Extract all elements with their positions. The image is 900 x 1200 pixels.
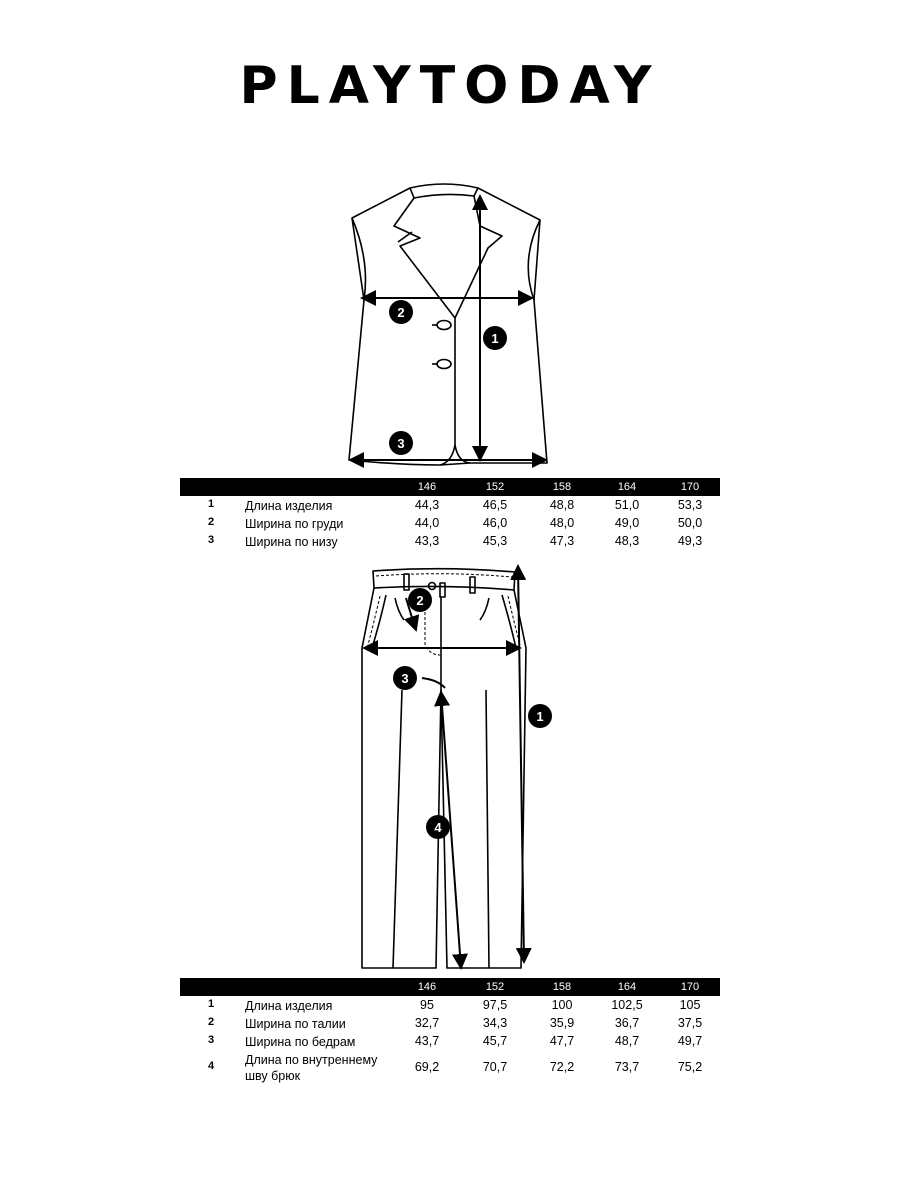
size-header: 170	[680, 481, 700, 493]
row-label: Длина изделия	[245, 999, 333, 1013]
svg-text:4: 4	[434, 820, 442, 835]
row-number: 2	[208, 516, 215, 528]
size-header: 146	[417, 481, 437, 493]
cell-value: 43,7	[414, 1034, 440, 1048]
cell-value: 48,3	[614, 534, 640, 548]
cell-value: 49,7	[677, 1034, 703, 1048]
size-header: 164	[617, 981, 637, 993]
cell-value: 45,7	[482, 1034, 508, 1048]
cell-value: 100	[551, 998, 573, 1012]
cell-value: 75,2	[677, 1060, 703, 1074]
row-number: 1	[208, 498, 215, 510]
button-icon	[437, 360, 451, 369]
cell-value: 69,2	[414, 1060, 440, 1074]
size-header: 146	[417, 981, 437, 993]
table-row	[180, 1014, 720, 1032]
cell-value: 32,7	[414, 1016, 440, 1030]
cell-value: 72,2	[549, 1060, 575, 1074]
size-header: 170	[680, 981, 700, 993]
size-header: 152	[485, 981, 505, 993]
cell-value: 50,0	[677, 516, 703, 530]
cell-value: 53,3	[677, 498, 703, 512]
row-label: Ширина по талии	[245, 1017, 346, 1031]
svg-text:3: 3	[397, 436, 405, 451]
cell-value: 44,3	[414, 498, 440, 512]
size-header: 158	[552, 481, 572, 493]
cell-value: 48,7	[614, 1034, 640, 1048]
size-header: 164	[617, 481, 637, 493]
svg-text:2: 2	[416, 593, 424, 608]
cell-value: 35,9	[549, 1016, 575, 1030]
marker-1	[528, 704, 552, 728]
cell-value: 48,0	[549, 516, 575, 530]
cell-value: 105	[679, 998, 701, 1012]
cell-value: 49,3	[677, 534, 703, 548]
svg-text:1: 1	[491, 331, 499, 346]
cell-value: 102,5	[611, 998, 643, 1012]
table-row	[180, 532, 720, 550]
cell-value: 48,8	[549, 498, 575, 512]
brand-logo: PLAYTODAY	[239, 56, 661, 116]
svg-text:1: 1	[536, 709, 544, 724]
row-label: Длина по внутреннему шву брюк	[245, 1053, 378, 1083]
vest-markers	[389, 300, 507, 455]
trousers-measurements	[364, 566, 524, 968]
cell-value: 97,5	[482, 998, 508, 1012]
table-header	[180, 478, 720, 496]
table-row	[180, 496, 720, 514]
cell-value: 73,7	[614, 1060, 640, 1074]
marker-4	[426, 815, 450, 839]
row-number: 1	[208, 998, 215, 1010]
table-header	[180, 978, 720, 996]
cell-value: 49,0	[614, 516, 640, 530]
button-icon	[437, 321, 451, 330]
cell-value: 51,0	[614, 498, 640, 512]
marker-3	[389, 431, 413, 455]
table-row	[180, 1032, 720, 1050]
cell-value: 46,5	[482, 498, 508, 512]
row-number: 2	[208, 1016, 215, 1028]
cell-value: 46,0	[482, 516, 508, 530]
row-number: 4	[208, 1060, 215, 1072]
cell-value: 47,7	[549, 1034, 575, 1048]
svg-text:3: 3	[401, 671, 409, 686]
size-header: 158	[552, 981, 572, 993]
table-row	[180, 514, 720, 532]
cell-value: 37,5	[677, 1016, 703, 1030]
vest-drawing	[349, 184, 547, 465]
row-label: Длина изделия	[245, 499, 333, 513]
row-number: 3	[208, 1034, 215, 1046]
table-row	[180, 996, 720, 1014]
row-label: Ширина по груди	[245, 517, 344, 531]
cell-value: 70,7	[482, 1060, 508, 1074]
cell-value: 47,3	[549, 534, 575, 548]
svg-text:2: 2	[397, 305, 405, 320]
marker-2	[389, 300, 413, 324]
row-label: Ширина по низу	[245, 535, 338, 549]
row-label: Ширина по бедрам	[245, 1035, 356, 1049]
trousers-markers	[393, 588, 552, 839]
vest-size-table	[180, 478, 720, 550]
size-header: 152	[485, 481, 505, 493]
cell-value: 43,3	[414, 534, 440, 548]
marker-1	[483, 326, 507, 350]
trousers-size-table	[180, 978, 720, 1086]
cell-value: 45,3	[482, 534, 508, 548]
trousers-drawing	[362, 569, 526, 968]
marker-2	[408, 588, 432, 612]
marker-3	[393, 666, 417, 690]
cell-value: 44,0	[414, 516, 440, 530]
cell-value: 34,3	[482, 1016, 508, 1030]
row-number: 3	[208, 534, 215, 546]
cell-value: 95	[420, 998, 434, 1012]
table-row	[180, 1050, 720, 1086]
cell-value: 36,7	[614, 1016, 640, 1030]
